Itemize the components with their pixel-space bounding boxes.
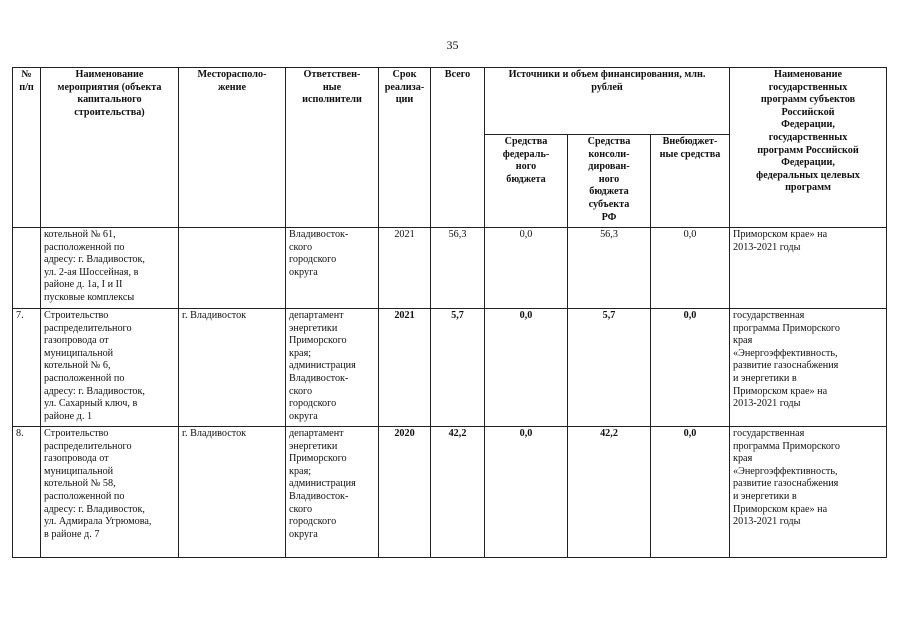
- header-extrabudget: Внебюджет- ные средства: [651, 135, 730, 228]
- header-executors: Ответствен- ные исполнители: [286, 68, 379, 228]
- header-programs: Наименование государственных программ субъектов Российской Федерации, государственных программ Российской Федерации, федеральных целевых программ: [730, 68, 887, 228]
- table-row: [13, 309, 887, 427]
- cell-federal: 0,0: [485, 228, 568, 309]
- header-federal: Средства федераль- ного бюджета: [485, 135, 568, 228]
- header-name: Наименование мероприятия (объекта капитального строительства): [41, 68, 179, 228]
- cell-term: 2020: [379, 427, 431, 558]
- cell-num: 8.: [13, 427, 41, 558]
- cell-program: Приморском крае» на 2013-2021 годы: [730, 228, 887, 309]
- header-location: Месторасполо- жение: [179, 68, 286, 228]
- cell-total: 42,2: [431, 427, 485, 558]
- cell-consolidated: 42,2: [568, 427, 651, 558]
- cell-executors: Владивосток- ского городского округа: [286, 228, 379, 309]
- header-term: Срок реализа- ции: [379, 68, 431, 228]
- cell-consolidated: 56,3: [568, 228, 651, 309]
- cell-term: 2021: [379, 309, 431, 427]
- cell-extrabudget: 0,0: [651, 309, 730, 427]
- cell-federal: 0,0: [485, 427, 568, 558]
- header-row: [13, 68, 887, 135]
- cell-num: 7.: [13, 309, 41, 427]
- cell-name: Строительство распределительного газопровода от муниципальной котельной № 58, расположенной по адресу: г. Владивосток, ул. Адмирала Угрюмова, в районе д. 7: [41, 427, 179, 558]
- cell-program: государственная программа Приморского края «Энергоэффективность, развитие газоснабжения и энергетики в Приморском крае» на 2013-2021 годы: [730, 309, 887, 427]
- header-sources: Источники и объем финансирования, млн. рублей: [485, 68, 730, 135]
- cell-location: [179, 228, 286, 309]
- cell-executors: департамент энергетики Приморского края; администрация Владивосток- ского городского округа: [286, 427, 379, 558]
- cell-extrabudget: 0,0: [651, 228, 730, 309]
- header-num: № п/п: [13, 68, 41, 228]
- cell-total: 5,7: [431, 309, 485, 427]
- header-total: Всего: [431, 68, 485, 228]
- cell-name: котельной № 61, расположенной по адресу: г. Владивосток, ул. 2-ая Шоссейная, в районе д. 1а, I и II пусковые комплексы: [41, 228, 179, 309]
- cell-program: государственная программа Приморского края «Энергоэффективность, развитие газоснабжения и энергетики в Приморском крае» на 2013-2021 годы: [730, 427, 887, 558]
- financing-table: [12, 67, 887, 558]
- cell-extrabudget: 0,0: [651, 427, 730, 558]
- cell-consolidated: 5,7: [568, 309, 651, 427]
- cell-total: 56,3: [431, 228, 485, 309]
- table-row: [13, 228, 887, 309]
- cell-term: 2021: [379, 228, 431, 309]
- cell-name: Строительство распределительного газопровода от муниципальной котельной № 6, расположенной по адресу: г. Владивосток, ул. Сахарный ключ, в районе д. 1: [41, 309, 179, 427]
- cell-num: [13, 228, 41, 309]
- cell-location: г. Владивосток: [179, 309, 286, 427]
- cell-location: г. Владивосток: [179, 427, 286, 558]
- cell-executors: департамент энергетики Приморского края; администрация Владивосток- ского городского округа: [286, 309, 379, 427]
- page-number: 35: [446, 38, 459, 52]
- table-row: [13, 427, 887, 558]
- cell-federal: 0,0: [485, 309, 568, 427]
- header-consolidated: Средства консоли- дирован- ного бюджета субъекта РФ: [568, 135, 651, 228]
